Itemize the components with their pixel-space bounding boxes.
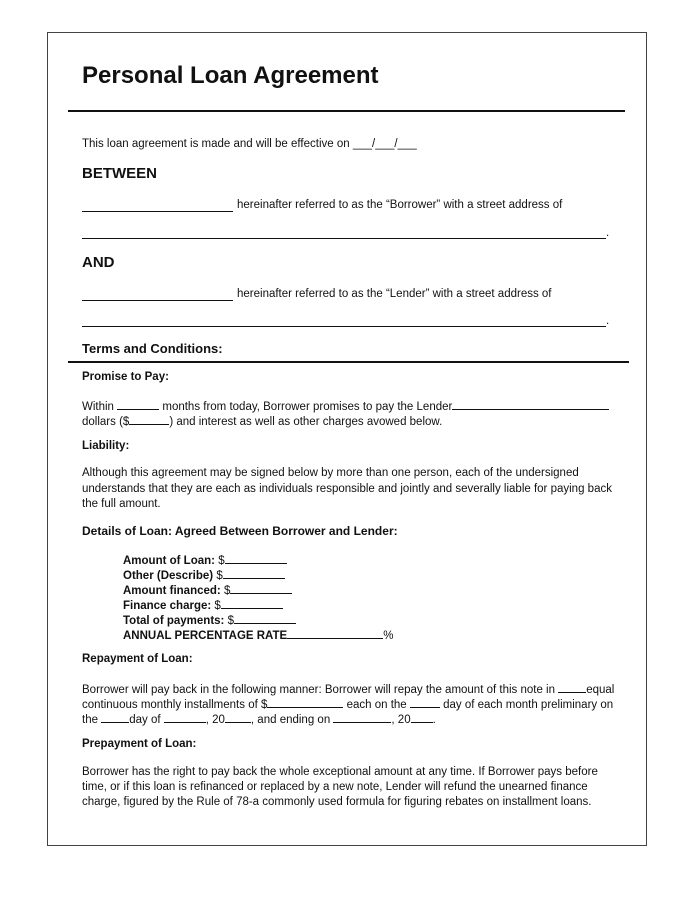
detail-label: Amount financed: bbox=[123, 585, 221, 597]
end-date-field[interactable] bbox=[333, 710, 391, 723]
amount-of-loan-field[interactable] bbox=[225, 551, 287, 564]
prepayment-line-3: charge, figured by the Rule of 78-a commonly used formula for figuring rebates on installment loans. bbox=[82, 796, 592, 808]
promise-text-1a: Within bbox=[82, 401, 114, 413]
repayment-text-1b: equal bbox=[586, 684, 615, 696]
effective-date-blank[interactable]: ___/___/___ bbox=[352, 138, 417, 150]
liability-line-1: Although this agreement may be signed below by more than one person, each of the undersigned bbox=[82, 467, 579, 479]
prepayment-line-1: Borrower has the right to pay back the whole exceptional amount at any time. If Borrower pays before bbox=[82, 766, 598, 778]
liability-line-3: the full amount. bbox=[82, 498, 161, 510]
borrower-address-field[interactable] bbox=[82, 238, 606, 239]
payment-day-field[interactable] bbox=[410, 695, 440, 708]
end-year-field[interactable] bbox=[411, 710, 433, 723]
detail-suffix: $ bbox=[227, 615, 234, 627]
amount-financed-field[interactable] bbox=[230, 581, 292, 594]
borrower-address-end: . bbox=[606, 227, 610, 239]
borrower-name-field[interactable] bbox=[82, 211, 233, 212]
between-heading: BETWEEN bbox=[82, 165, 157, 182]
prepayment-heading: Prepayment of Loan: bbox=[82, 738, 197, 750]
repayment-text-3b: day of bbox=[129, 714, 161, 726]
detail-apr bbox=[123, 626, 393, 644]
liability-line-2: understands that they are each as individuals responsible and jointly and severally liable for paying back bbox=[82, 483, 612, 495]
effective-date-line bbox=[82, 137, 417, 153]
detail-label: Finance charge: bbox=[123, 600, 212, 612]
detail-suffix: $ bbox=[216, 570, 223, 582]
and-heading: AND bbox=[82, 254, 115, 271]
promise-line-2 bbox=[82, 412, 442, 431]
detail-suffix: $ bbox=[218, 555, 225, 567]
start-day-field[interactable] bbox=[101, 710, 129, 723]
installment-amount-field[interactable] bbox=[267, 695, 343, 708]
prepayment-line-2: time, or if this loan is refinanced or replaced by a new note, Lender will refund the unearned finance bbox=[82, 781, 588, 793]
promise-text-1b: months from today, Borrower promises to pay the Lender bbox=[162, 401, 453, 413]
effective-date-text: This loan agreement is made and will be effective on bbox=[82, 138, 350, 150]
title-divider bbox=[68, 110, 625, 112]
repayment-text-3a: the bbox=[82, 714, 98, 726]
promise-heading: Promise to Pay: bbox=[82, 371, 169, 383]
terms-heading: Terms and Conditions: bbox=[82, 341, 223, 356]
apr-suffix: % bbox=[383, 630, 394, 642]
repayment-text-3d: , and ending on bbox=[250, 714, 331, 726]
liability-heading: Liability: bbox=[82, 440, 130, 452]
detail-label: Total of payments: bbox=[123, 615, 225, 627]
repayment-text-3e: , 20 bbox=[391, 714, 411, 726]
document-title: Personal Loan Agreement bbox=[82, 62, 379, 89]
repayment-text-2b: each on the bbox=[346, 699, 407, 711]
apr-field[interactable] bbox=[287, 626, 383, 639]
start-month-field[interactable] bbox=[164, 710, 206, 723]
lender-name-field[interactable] bbox=[82, 300, 233, 301]
promise-text-2b: ) and interest as well as other charges avowed below. bbox=[169, 416, 443, 428]
lender-address-end: . bbox=[606, 315, 610, 327]
lender-address-field[interactable] bbox=[82, 326, 606, 327]
amount-dollars-field[interactable] bbox=[129, 412, 169, 425]
repayment-text-2c: day of each month preliminary on bbox=[443, 699, 614, 711]
terms-divider bbox=[68, 361, 629, 363]
months-field[interactable] bbox=[117, 397, 159, 410]
repayment-line-3 bbox=[82, 710, 436, 729]
borrower-party-text: hereinafter referred to as the “Borrower” with a street address of bbox=[237, 199, 563, 211]
total-payments-field[interactable] bbox=[234, 611, 296, 624]
installments-count-field[interactable] bbox=[558, 680, 586, 693]
detail-suffix: $ bbox=[214, 600, 221, 612]
detail-label: Amount of Loan: bbox=[123, 555, 215, 567]
detail-label: Other (Describe) bbox=[123, 570, 214, 582]
repayment-text-2a: continuous monthly installments of $ bbox=[82, 699, 268, 711]
repayment-text-1a: Borrower will pay back in the following manner: Borrower will repay the amount of this note in bbox=[82, 684, 555, 696]
promise-text-2a: dollars ($ bbox=[82, 416, 130, 428]
amount-words-field[interactable] bbox=[452, 397, 609, 410]
details-heading: Details of Loan: Agreed Between Borrower and Lender: bbox=[82, 524, 398, 538]
start-year-field[interactable] bbox=[225, 710, 251, 723]
repayment-text-3c: , 20 bbox=[205, 714, 225, 726]
other-field[interactable] bbox=[223, 566, 285, 579]
finance-charge-field[interactable] bbox=[221, 596, 283, 609]
apr-label: ANNUAL PERCENTAGE RATE bbox=[123, 630, 288, 642]
lender-party-text: hereinafter referred to as the “Lender” with a street address of bbox=[237, 288, 552, 300]
repayment-text-3f: . bbox=[432, 714, 436, 726]
detail-suffix: $ bbox=[223, 585, 231, 597]
repayment-heading: Repayment of Loan: bbox=[82, 653, 193, 665]
